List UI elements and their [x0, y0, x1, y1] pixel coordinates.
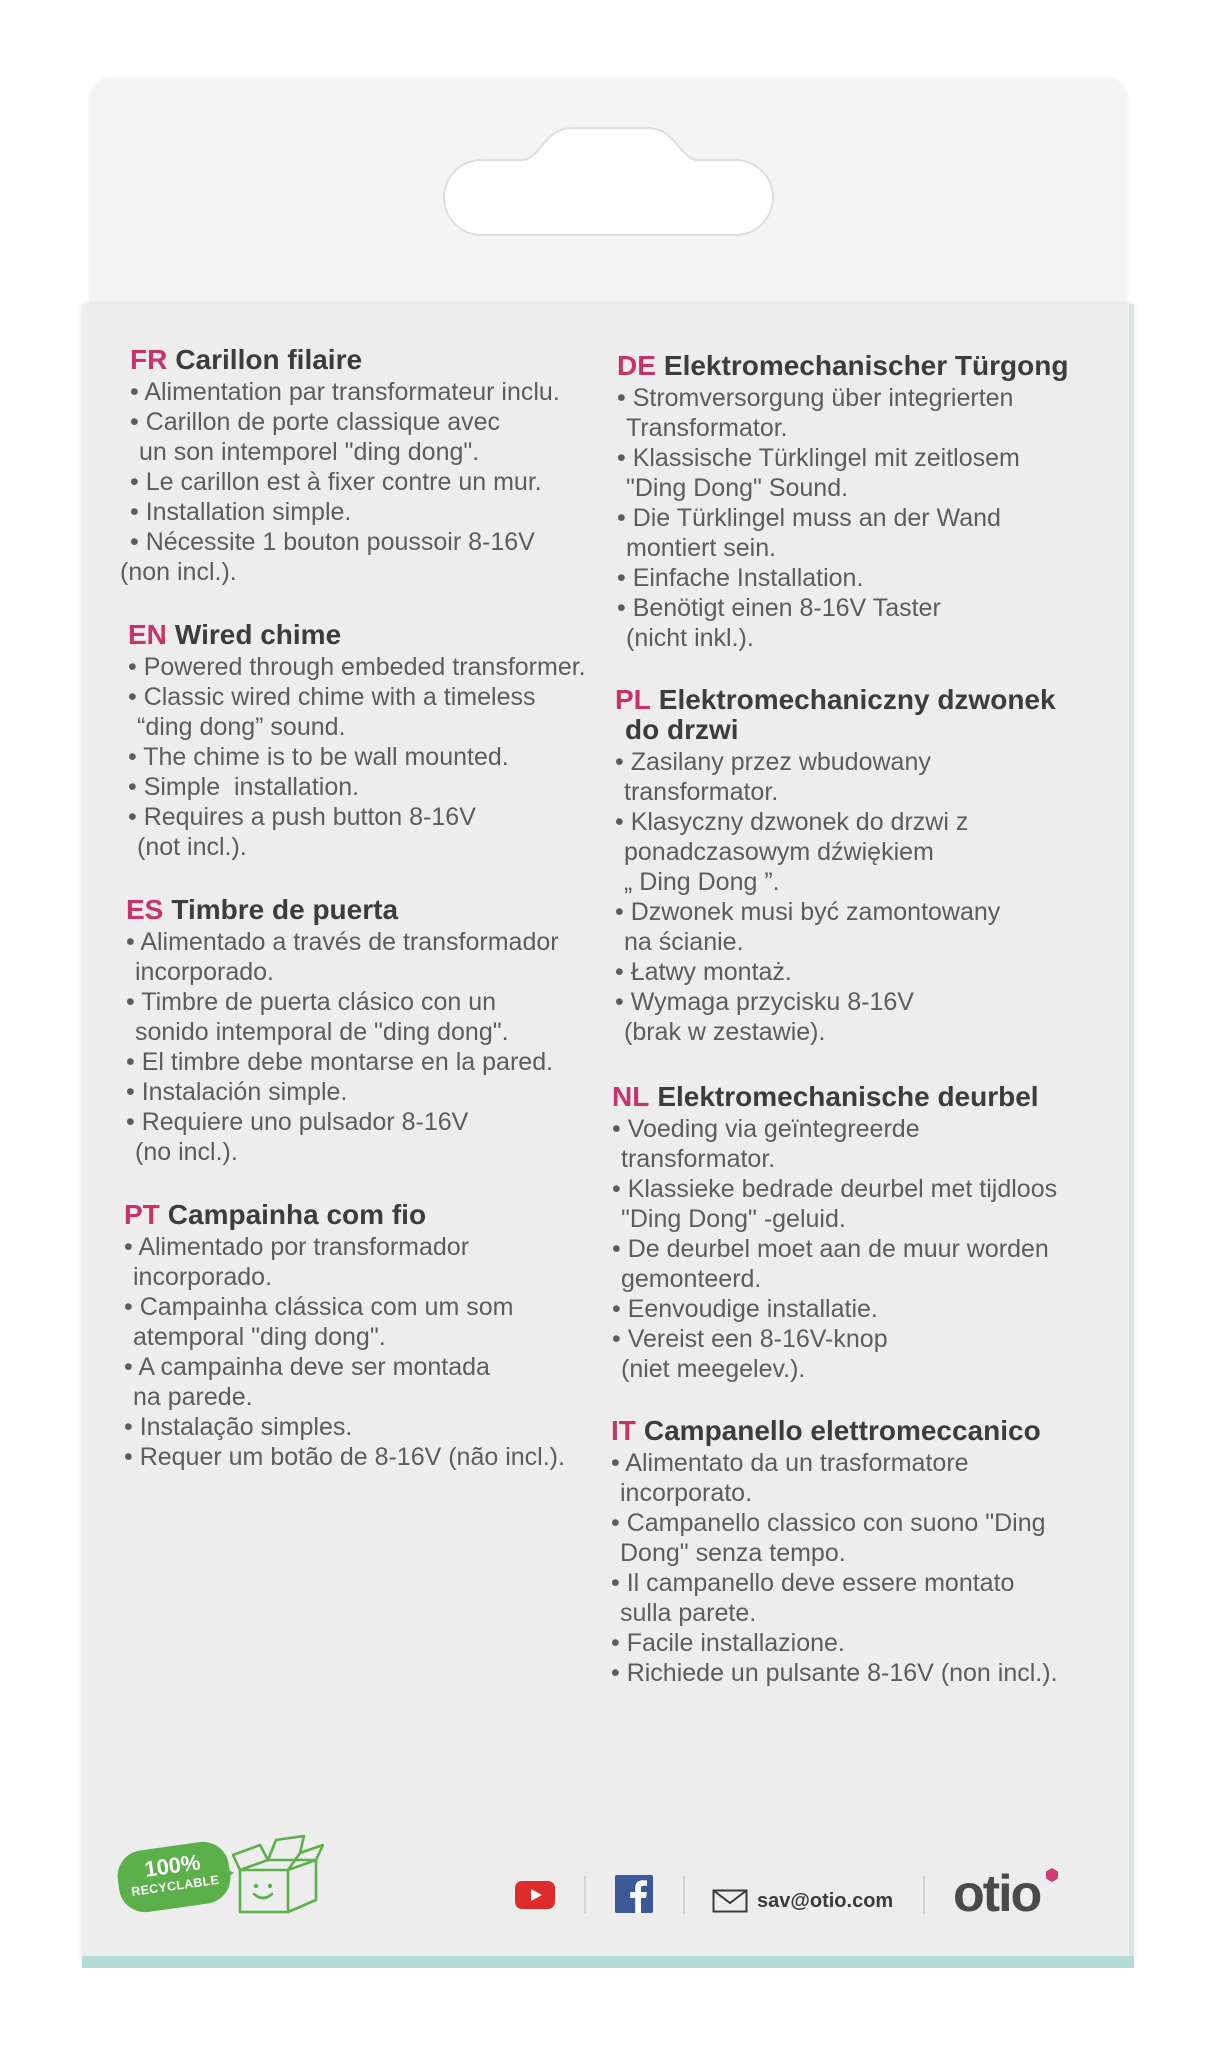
feature-line: transformator. [624, 778, 779, 806]
section-nl [612, 1082, 1102, 1384]
feature-line: Transformator. [626, 414, 788, 442]
feature-line: montiert sein. [626, 534, 777, 562]
feature-line: • Einfache Installation. [617, 564, 864, 592]
feature-line: incorporato. [620, 1479, 753, 1507]
section-heading [611, 1416, 1101, 1446]
footer-divider [683, 1876, 685, 1914]
feature-line: sonido intemporal de "ding dong". [135, 1018, 509, 1046]
section-en [128, 620, 618, 862]
feature-line: • Alimentado por transformador [124, 1233, 470, 1261]
footer-divider [923, 1876, 925, 1914]
language-code: ES [126, 894, 164, 925]
section-heading [612, 1082, 1102, 1112]
feature-line: • Alimentado a través de transformador [126, 928, 559, 956]
feature-line: • Campanello classico con suono "Ding [611, 1509, 1046, 1537]
open-box-icon [232, 1834, 324, 1916]
section-title: Campainha com fio [167, 1199, 427, 1230]
section-it [611, 1416, 1101, 1688]
facebook-icon [615, 1875, 653, 1913]
section-title-line2: do drzwi [625, 714, 739, 745]
language-code: DE [617, 350, 656, 381]
feature-line: • Carillon de porte classique avec [130, 408, 501, 436]
section-heading [615, 685, 1105, 715]
feature-line: • A campainha deve ser montada [124, 1353, 490, 1381]
feature-line: • Requer um botão de 8-16V (não incl.). [124, 1443, 565, 1471]
section-de [617, 351, 1107, 653]
feature-line: • Instalación simple. [126, 1078, 348, 1106]
feature-line: incorporado. [135, 958, 274, 986]
feature-line: • Nécessite 1 bouton poussoir 8-16V [130, 528, 535, 556]
feature-line: • Powered through embeded transformer. [128, 653, 586, 681]
feature-line: "Ding Dong" -geluid. [621, 1205, 846, 1233]
feature-line: • Facile installazione. [611, 1629, 845, 1657]
feature-line: • Dzwonek musi być zamontowany [615, 898, 1001, 926]
feature-line: • Requires a push button 8-16V [128, 803, 476, 831]
feature-line: (not incl.). [137, 833, 247, 861]
section-fr [120, 344, 620, 587]
section-heading [617, 351, 1107, 381]
recyclable-percent: 100% [142, 1849, 203, 1882]
section-heading [128, 620, 618, 650]
feature-line: • Classic wired chime with a timeless [128, 683, 536, 711]
envelope-icon [712, 1889, 748, 1913]
feature-line: • Benötigt einen 8-16V Taster [617, 594, 941, 622]
feature-line: • Alimentato da un trasformatore [611, 1449, 969, 1477]
section-es [126, 895, 616, 1167]
section-title: Elektromechanischer Türgong [663, 350, 1069, 381]
feature-line: • Vereist een 8-16V-knop [612, 1325, 888, 1353]
language-code: NL [612, 1081, 650, 1112]
section-title: Campanello elettromeccanico [643, 1415, 1041, 1446]
feature-line: • Alimentation par transformateur inclu. [130, 378, 560, 406]
feature-line: • Instalação simples. [124, 1413, 353, 1441]
section-pl [615, 685, 1105, 1047]
feature-line: ponadczasowym dźwiękiem [624, 838, 934, 866]
feature-line: (non incl.). [120, 558, 237, 586]
section-heading [130, 345, 620, 375]
language-code: FR [130, 344, 168, 375]
feature-line: • Klassische Türklingel mit zeitlosem [617, 444, 1020, 472]
section-heading [124, 1200, 614, 1230]
feature-line: • Klasyczny dzwonek do drzwi z [615, 808, 969, 836]
card-bottom-strip [82, 1956, 1134, 1968]
feature-line: • Eenvoudige installatie. [612, 1295, 878, 1323]
language-code: EN [128, 619, 167, 650]
feature-line: un son intemporel "ding dong". [139, 438, 480, 466]
feature-line: Dong" senza tempo. [620, 1539, 846, 1567]
support-email: sav@otio.com [757, 1890, 894, 1912]
feature-line: gemonteerd. [621, 1265, 762, 1293]
recyclable-label: RECYCLABLE [130, 1872, 220, 1899]
feature-line: (nicht inkl.). [626, 624, 754, 652]
feature-line: • The chime is to be wall mounted. [128, 743, 509, 771]
youtube-icon [515, 1881, 555, 1909]
language-code: IT [611, 1415, 636, 1446]
feature-line: • Voeding via geïntegreerde [612, 1115, 920, 1143]
card-edge [1129, 304, 1134, 1958]
feature-line: • Campainha clássica com um som [124, 1293, 514, 1321]
language-code: PL [615, 684, 651, 715]
feature-line: na ścianie. [624, 928, 744, 956]
feature-line: sulla parete. [620, 1599, 757, 1627]
hang-hole [440, 124, 780, 240]
section-heading [126, 895, 616, 925]
feature-line: na parede. [133, 1383, 253, 1411]
feature-line: • Stromversorgung über integrierten [617, 384, 1014, 412]
feature-line: • Richiede un pulsante 8-16V (non incl.). [611, 1659, 1058, 1687]
feature-line: • Zasilany przez wbudowany [615, 748, 931, 776]
feature-line: „ Ding Dong ”. [624, 868, 780, 896]
brand-logo: otio [953, 1865, 1041, 1923]
feature-line: (niet meegelev.). [621, 1355, 806, 1383]
feature-line: • Le carillon est à fixer contre un mur. [130, 468, 542, 496]
feature-line: • Installation simple. [130, 498, 352, 526]
feature-line: atemporal "ding dong". [133, 1323, 386, 1351]
footer-divider [584, 1876, 586, 1914]
brand-dot-icon [1045, 1868, 1059, 1882]
feature-line: transformator. [621, 1145, 776, 1173]
section-pt [124, 1200, 614, 1472]
feature-line: "Ding Dong" Sound. [626, 474, 849, 502]
section-title: Carillon filaire [175, 344, 363, 375]
feature-line: • Requiere uno pulsador 8-16V [126, 1108, 469, 1136]
section-title: Elektromechaniczny dzwonek [658, 684, 1056, 715]
feature-line: • Die Türklingel muss an der Wand [617, 504, 1001, 532]
feature-line: • Il campanello deve essere montato [611, 1569, 1015, 1597]
feature-line: • Timbre de puerta clásico con un [126, 988, 497, 1016]
feature-line: • Łatwy montaż. [615, 958, 792, 986]
feature-line: “ding dong” sound. [137, 713, 346, 741]
feature-line: incorporado. [133, 1263, 272, 1291]
feature-line: (no incl.). [135, 1138, 238, 1166]
section-title: Wired chime [174, 619, 342, 650]
feature-line: • El timbre debe montarse en la pared. [126, 1048, 554, 1076]
feature-line: • Klassieke bedrade deurbel met tijdloos [612, 1175, 1058, 1203]
language-code: PT [124, 1199, 160, 1230]
feature-line: • De deurbel moet aan de muur worden [612, 1235, 1049, 1263]
feature-line: • Wymaga przycisku 8-16V [615, 988, 914, 1016]
section-title: Elektromechanische deurbel [657, 1081, 1039, 1112]
feature-line: (brak w zestawie). [624, 1018, 826, 1046]
feature-line: • Simple installation. [128, 773, 360, 801]
section-title: Timbre de puerta [171, 894, 399, 925]
